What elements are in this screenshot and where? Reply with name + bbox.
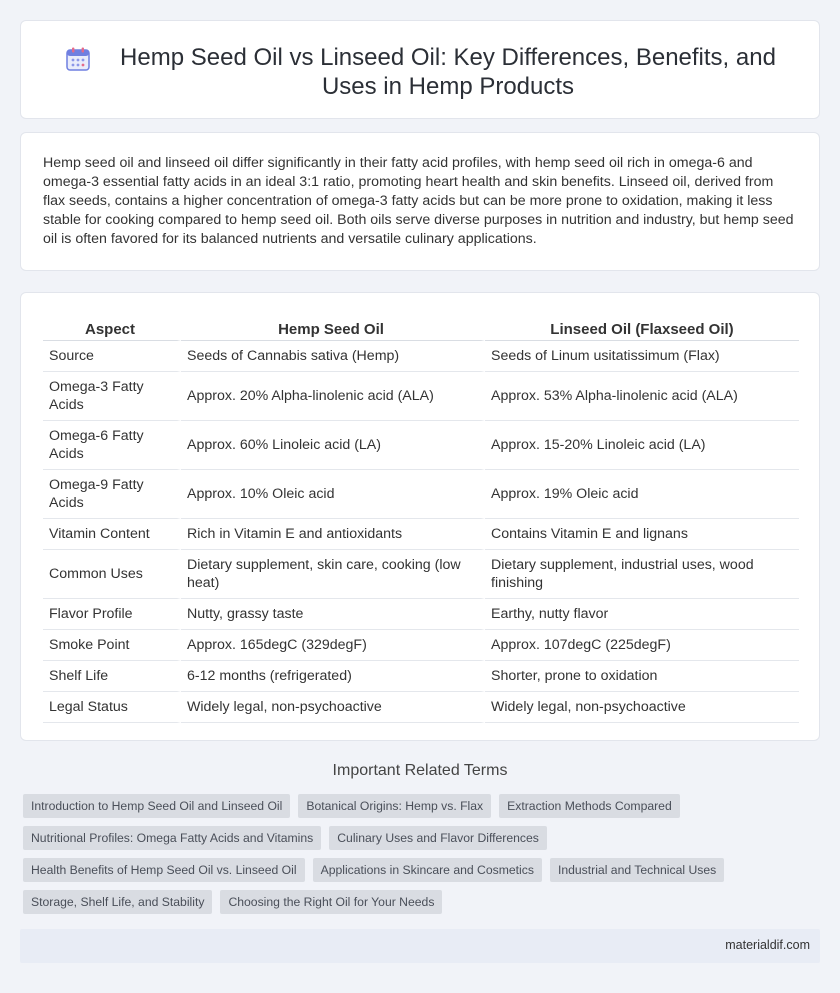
related-term-tag[interactable]: Culinary Uses and Flavor Differences	[329, 826, 547, 850]
table-row	[43, 661, 799, 692]
table-row	[43, 630, 799, 661]
aspect-cell: Smoke Point	[43, 630, 181, 661]
table-row	[43, 550, 799, 599]
hemp-cell: 6-12 months (refrigerated)	[181, 661, 485, 692]
hemp-cell: Approx. 20% Alpha-linolenic acid (ALA)	[181, 372, 485, 421]
aspect-cell: Vitamin Content	[43, 519, 181, 550]
table-row	[43, 341, 799, 372]
linseed-cell: Dietary supplement, industrial uses, wood finishing	[485, 550, 799, 599]
linseed-cell: Widely legal, non-psychoactive	[485, 692, 799, 723]
linseed-cell: Contains Vitamin E and lignans	[485, 519, 799, 550]
table-row	[43, 519, 799, 550]
table-row	[43, 470, 799, 519]
related-term-tag[interactable]: Botanical Origins: Hemp vs. Flax	[298, 794, 491, 818]
linseed-cell: Approx. 107degC (225degF)	[485, 630, 799, 661]
hemp-cell: Approx. 10% Oleic acid	[181, 470, 485, 519]
footer	[20, 929, 820, 963]
related-term-tag[interactable]: Applications in Skincare and Cosmetics	[313, 858, 542, 882]
hemp-cell: Rich in Vitamin E and antioxidants	[181, 519, 485, 550]
aspect-cell: Omega-3 Fatty Acids	[43, 372, 181, 421]
footer-site-link[interactable]: materialdif.com	[725, 938, 810, 952]
linseed-cell: Approx. 53% Alpha-linolenic acid (ALA)	[485, 372, 799, 421]
hemp-cell: Approx. 60% Linoleic acid (LA)	[181, 421, 485, 470]
aspect-cell: Source	[43, 341, 181, 372]
comparison-card	[20, 292, 820, 741]
related-terms-title: Important Related Terms	[332, 762, 508, 779]
related-term-tag[interactable]: Health Benefits of Hemp Seed Oil vs. Linseed Oil	[23, 858, 305, 882]
header-hemp-seed-oil: Hemp Seed Oil	[181, 317, 485, 341]
related-term-tag[interactable]: Choosing the Right Oil for Your Needs	[220, 890, 442, 914]
hemp-cell: Widely legal, non-psychoactive	[181, 692, 485, 723]
title-wrap	[65, 43, 809, 101]
related-term-tag[interactable]: Industrial and Technical Uses	[550, 858, 724, 882]
related-terms-list	[23, 794, 823, 922]
header-linseed-oil: Linseed Oil (Flaxseed Oil)	[485, 317, 799, 341]
aspect-cell: Common Uses	[43, 550, 181, 599]
hemp-cell: Nutty, grassy taste	[181, 599, 485, 630]
aspect-cell: Shelf Life	[43, 661, 181, 692]
linseed-cell: Shorter, prone to oxidation	[485, 661, 799, 692]
linseed-cell: Earthy, nutty flavor	[485, 599, 799, 630]
aspect-cell: Legal Status	[43, 692, 181, 723]
aspect-cell: Omega-9 Fatty Acids	[43, 470, 181, 519]
aspect-cell: Flavor Profile	[43, 599, 181, 630]
related-term-tag[interactable]: Extraction Methods Compared	[499, 794, 680, 818]
table-header-row	[43, 317, 799, 341]
table-row	[43, 421, 799, 470]
related-term-tag[interactable]: Storage, Shelf Life, and Stability	[23, 890, 212, 914]
table-row	[43, 372, 799, 421]
comparison-table	[43, 317, 799, 723]
calendar-icon	[65, 46, 91, 72]
linseed-cell: Approx. 19% Oleic acid	[485, 470, 799, 519]
page-title: Hemp Seed Oil vs Linseed Oil: Key Differences, Benefits, and Uses in Hemp Products	[120, 44, 776, 100]
hemp-cell: Seeds of Cannabis sativa (Hemp)	[181, 341, 485, 372]
hemp-cell: Dietary supplement, skin care, cooking (low heat)	[181, 550, 485, 599]
table-row	[43, 599, 799, 630]
related-term-tag[interactable]: Nutritional Profiles: Omega Fatty Acids and Vitamins	[23, 826, 321, 850]
intro-paragraph: Hemp seed oil and linseed oil differ significantly in their fatty acid profiles, with hemp seed oil rich in omega-6 and omega-3 essential fatty acids in an ideal 3:1 ratio, promoting heart health and skin benefits. Linseed oil, derived from flax seeds, contains a higher concentration of omega-3 fatty acids but can be more prone to oxidation, making it less stable for cooking compared to hemp seed oil. Both oils serve diverse purposes in nutrition and industry, but hemp seed oil is often favored for its balanced nutrients and versatile culinary applications.	[43, 155, 794, 247]
linseed-cell: Seeds of Linum usitatissimum (Flax)	[485, 341, 799, 372]
linseed-cell: Approx. 15-20% Linoleic acid (LA)	[485, 421, 799, 470]
table-row	[43, 692, 799, 723]
header-aspect: Aspect	[43, 317, 181, 341]
header-card	[20, 20, 820, 119]
related-term-tag[interactable]: Introduction to Hemp Seed Oil and Linseed Oil	[23, 794, 290, 818]
aspect-cell: Omega-6 Fatty Acids	[43, 421, 181, 470]
intro-card	[20, 132, 820, 271]
hemp-cell: Approx. 165degC (329degF)	[181, 630, 485, 661]
